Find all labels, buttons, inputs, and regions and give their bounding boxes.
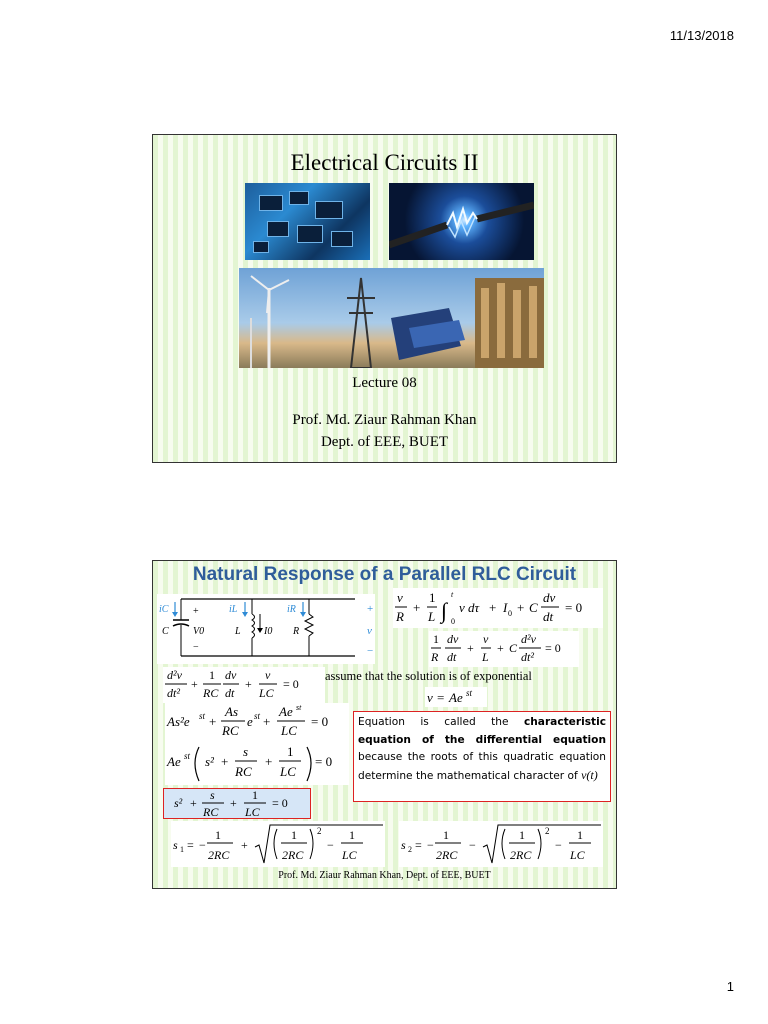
power-grid-photo: [239, 268, 544, 368]
svg-text:1: 1: [287, 744, 294, 759]
svg-text:dt²: dt²: [167, 686, 180, 700]
svg-text:1: 1: [209, 668, 215, 682]
svg-text:LC: LC: [245, 805, 260, 818]
svg-text:LC: LC: [342, 848, 357, 862]
root-s1-equation: [171, 821, 385, 867]
svg-text:s: s: [401, 838, 406, 852]
svg-text:v dτ: v dτ: [459, 600, 480, 615]
svg-text:+: +: [241, 838, 248, 852]
svg-text:+: +: [190, 796, 197, 810]
svg-text:s: s: [210, 789, 215, 802]
svg-text:I: I: [503, 600, 508, 615]
substituted-equation: [165, 703, 349, 741]
svg-text:−: −: [327, 838, 334, 852]
svg-text:s²: s²: [205, 754, 214, 769]
characteristic-explanation-box: [353, 711, 611, 802]
svg-text:t: t: [451, 590, 454, 599]
svg-text:d²v: d²v: [167, 668, 182, 682]
svg-text:d²v: d²v: [521, 632, 536, 646]
svg-text:=: =: [437, 690, 445, 705]
svg-text:s: s: [243, 744, 249, 759]
svg-text:As²e: As²e: [167, 714, 190, 729]
circuit-label-plus-cap: +: [193, 606, 199, 617]
svg-text:s: s: [173, 838, 178, 852]
circuit-label-minus-out: −: [367, 645, 374, 657]
svg-text:+: +: [263, 714, 271, 729]
svg-text:1: 1: [215, 828, 221, 842]
svg-text:1: 1: [519, 828, 525, 842]
slide-rlc-footer: Prof. Md. Ziaur Rahman Khan, Dept. of EEE, BUET: [278, 870, 491, 881]
svg-text:+: +: [230, 796, 237, 810]
svg-text:1: 1: [429, 590, 436, 605]
characteristic-equation-highlight: [163, 788, 311, 819]
svg-text:L: L: [428, 609, 436, 624]
svg-text:+: +: [209, 714, 217, 729]
svg-text:=: =: [187, 838, 194, 852]
circuit-label-il: iL: [229, 604, 238, 615]
svg-text:= 0: = 0: [272, 796, 288, 810]
svg-text:= 0: = 0: [565, 600, 583, 615]
svg-text:Ae: Ae: [167, 754, 181, 769]
svg-text:+: +: [497, 641, 504, 655]
svg-text:1: 1: [252, 789, 258, 802]
svg-text:st: st: [466, 688, 473, 698]
svg-text:+: +: [191, 677, 198, 691]
svg-text:∫: ∫: [441, 598, 448, 623]
circuit-label-r: R: [293, 626, 300, 637]
svg-text:+: +: [265, 754, 273, 769]
svg-text:= 0: = 0: [283, 677, 299, 691]
svg-text:RC: RC: [222, 723, 239, 738]
svg-text:1: 1: [349, 828, 355, 842]
svg-text:+: +: [517, 600, 525, 615]
svg-text:+: +: [489, 600, 497, 615]
svg-text:2: 2: [545, 826, 550, 836]
svg-text:st: st: [199, 711, 206, 721]
department-name: Dept. of EEE, BUET: [320, 434, 449, 450]
assumption-text: assume that the solution is of exponential: [325, 669, 532, 683]
svg-text:1: 1: [291, 828, 297, 842]
svg-text:dt: dt: [447, 650, 457, 664]
svg-text:C: C: [529, 600, 538, 615]
svg-text:LC: LC: [280, 764, 296, 779]
svg-text:L: L: [482, 650, 489, 664]
lecture-number: Lecture 08: [352, 375, 417, 391]
page-number: 1: [726, 979, 734, 994]
circuit-label-minus-cap: −: [193, 642, 199, 653]
char-box-bold: characteristic equation of the differential equation: [358, 716, 606, 746]
svg-text:1: 1: [443, 828, 449, 842]
slide-rlc: [152, 560, 617, 889]
svg-text:0: 0: [451, 617, 455, 626]
svg-text:= 0: = 0: [315, 754, 333, 769]
svg-text:LC: LC: [259, 686, 274, 700]
slide-rlc-title: Natural Response of a Parallel RLC Circuit: [192, 564, 577, 585]
svg-text:−: −: [469, 838, 476, 852]
svg-text:+: +: [245, 677, 252, 691]
svg-text:0: 0: [508, 609, 512, 618]
circuit-board-photo: [245, 183, 370, 260]
svg-text:+: +: [221, 754, 229, 769]
svg-text:C: C: [509, 641, 518, 655]
svg-text:e: e: [247, 714, 253, 729]
circuit-label-c: C: [162, 626, 169, 637]
exponential-solution: [425, 687, 487, 707]
svg-text:RC: RC: [203, 805, 219, 818]
svg-text:= 0: = 0: [545, 641, 561, 655]
kcl-integral-equation: [393, 588, 603, 628]
normalized-ode: [163, 667, 325, 703]
svg-text:1: 1: [180, 845, 184, 854]
svg-text:2RC: 2RC: [436, 848, 458, 862]
circuit-label-v: v: [367, 625, 372, 637]
svg-text:1: 1: [577, 828, 583, 842]
svg-text:RC: RC: [203, 686, 219, 700]
svg-text:As: As: [225, 704, 238, 719]
char-box-text-2: because the roots of this quadratic equation determine the mathematical character of: [358, 751, 606, 782]
svg-text:v: v: [427, 690, 433, 705]
svg-text:2RC: 2RC: [282, 848, 304, 862]
circuit-label-i0: I0: [264, 626, 273, 637]
circuit-diagram: [157, 594, 375, 664]
svg-text:2RC: 2RC: [208, 848, 230, 862]
svg-text:st: st: [296, 703, 302, 712]
svg-text:Ae: Ae: [279, 704, 293, 719]
svg-text:dv: dv: [447, 632, 459, 646]
svg-text:st: st: [254, 711, 261, 721]
circuit-label-v0: V0: [193, 626, 205, 637]
svg-text:st: st: [184, 751, 191, 761]
char-box-var: v(t): [581, 767, 598, 782]
circuit-label-plus-out: +: [367, 603, 374, 615]
svg-text:LC: LC: [570, 848, 585, 862]
svg-text:R: R: [431, 650, 439, 664]
differentiated-equation: [429, 631, 579, 667]
svg-text:Ae: Ae: [449, 690, 463, 705]
electric-spark-photo: [389, 183, 534, 260]
svg-text:2: 2: [408, 845, 412, 854]
slide-title-heading: Electrical Circuits II: [290, 150, 479, 175]
svg-text:−: −: [427, 838, 434, 852]
svg-text:−: −: [555, 838, 562, 852]
svg-text:dv: dv: [225, 668, 237, 682]
svg-text:= 0: = 0: [311, 714, 329, 729]
professor-name: Prof. Md. Ziaur Rahman Khan: [292, 412, 477, 428]
svg-text:1: 1: [433, 632, 439, 646]
svg-text:R: R: [396, 609, 404, 624]
svg-text:dv: dv: [543, 590, 556, 605]
svg-text:v: v: [397, 590, 403, 605]
circuit-label-ic: iC: [159, 604, 169, 615]
svg-text:RC: RC: [235, 764, 252, 779]
svg-text:+: +: [413, 600, 421, 615]
svg-text:dt²: dt²: [521, 650, 534, 664]
date-header: 11/13/2018: [669, 28, 734, 43]
root-s2-equation: [399, 821, 603, 867]
svg-text:dt: dt: [225, 686, 235, 700]
circuit-label-ir: iR: [287, 604, 296, 615]
svg-text:LC: LC: [281, 723, 297, 738]
svg-text:=: =: [415, 838, 422, 852]
factored-equation: [165, 741, 349, 785]
svg-text:2RC: 2RC: [510, 848, 532, 862]
svg-text:v: v: [483, 632, 489, 646]
svg-text:2: 2: [317, 826, 322, 836]
svg-text:s²: s²: [174, 796, 183, 810]
svg-text:v: v: [265, 668, 271, 682]
char-box-text-1: Equation is called the: [358, 716, 524, 728]
svg-text:−: −: [199, 838, 206, 852]
svg-text:+: +: [467, 641, 474, 655]
slide-title: [152, 134, 617, 463]
svg-text:dt: dt: [543, 609, 554, 624]
circuit-label-l: L: [235, 626, 241, 637]
